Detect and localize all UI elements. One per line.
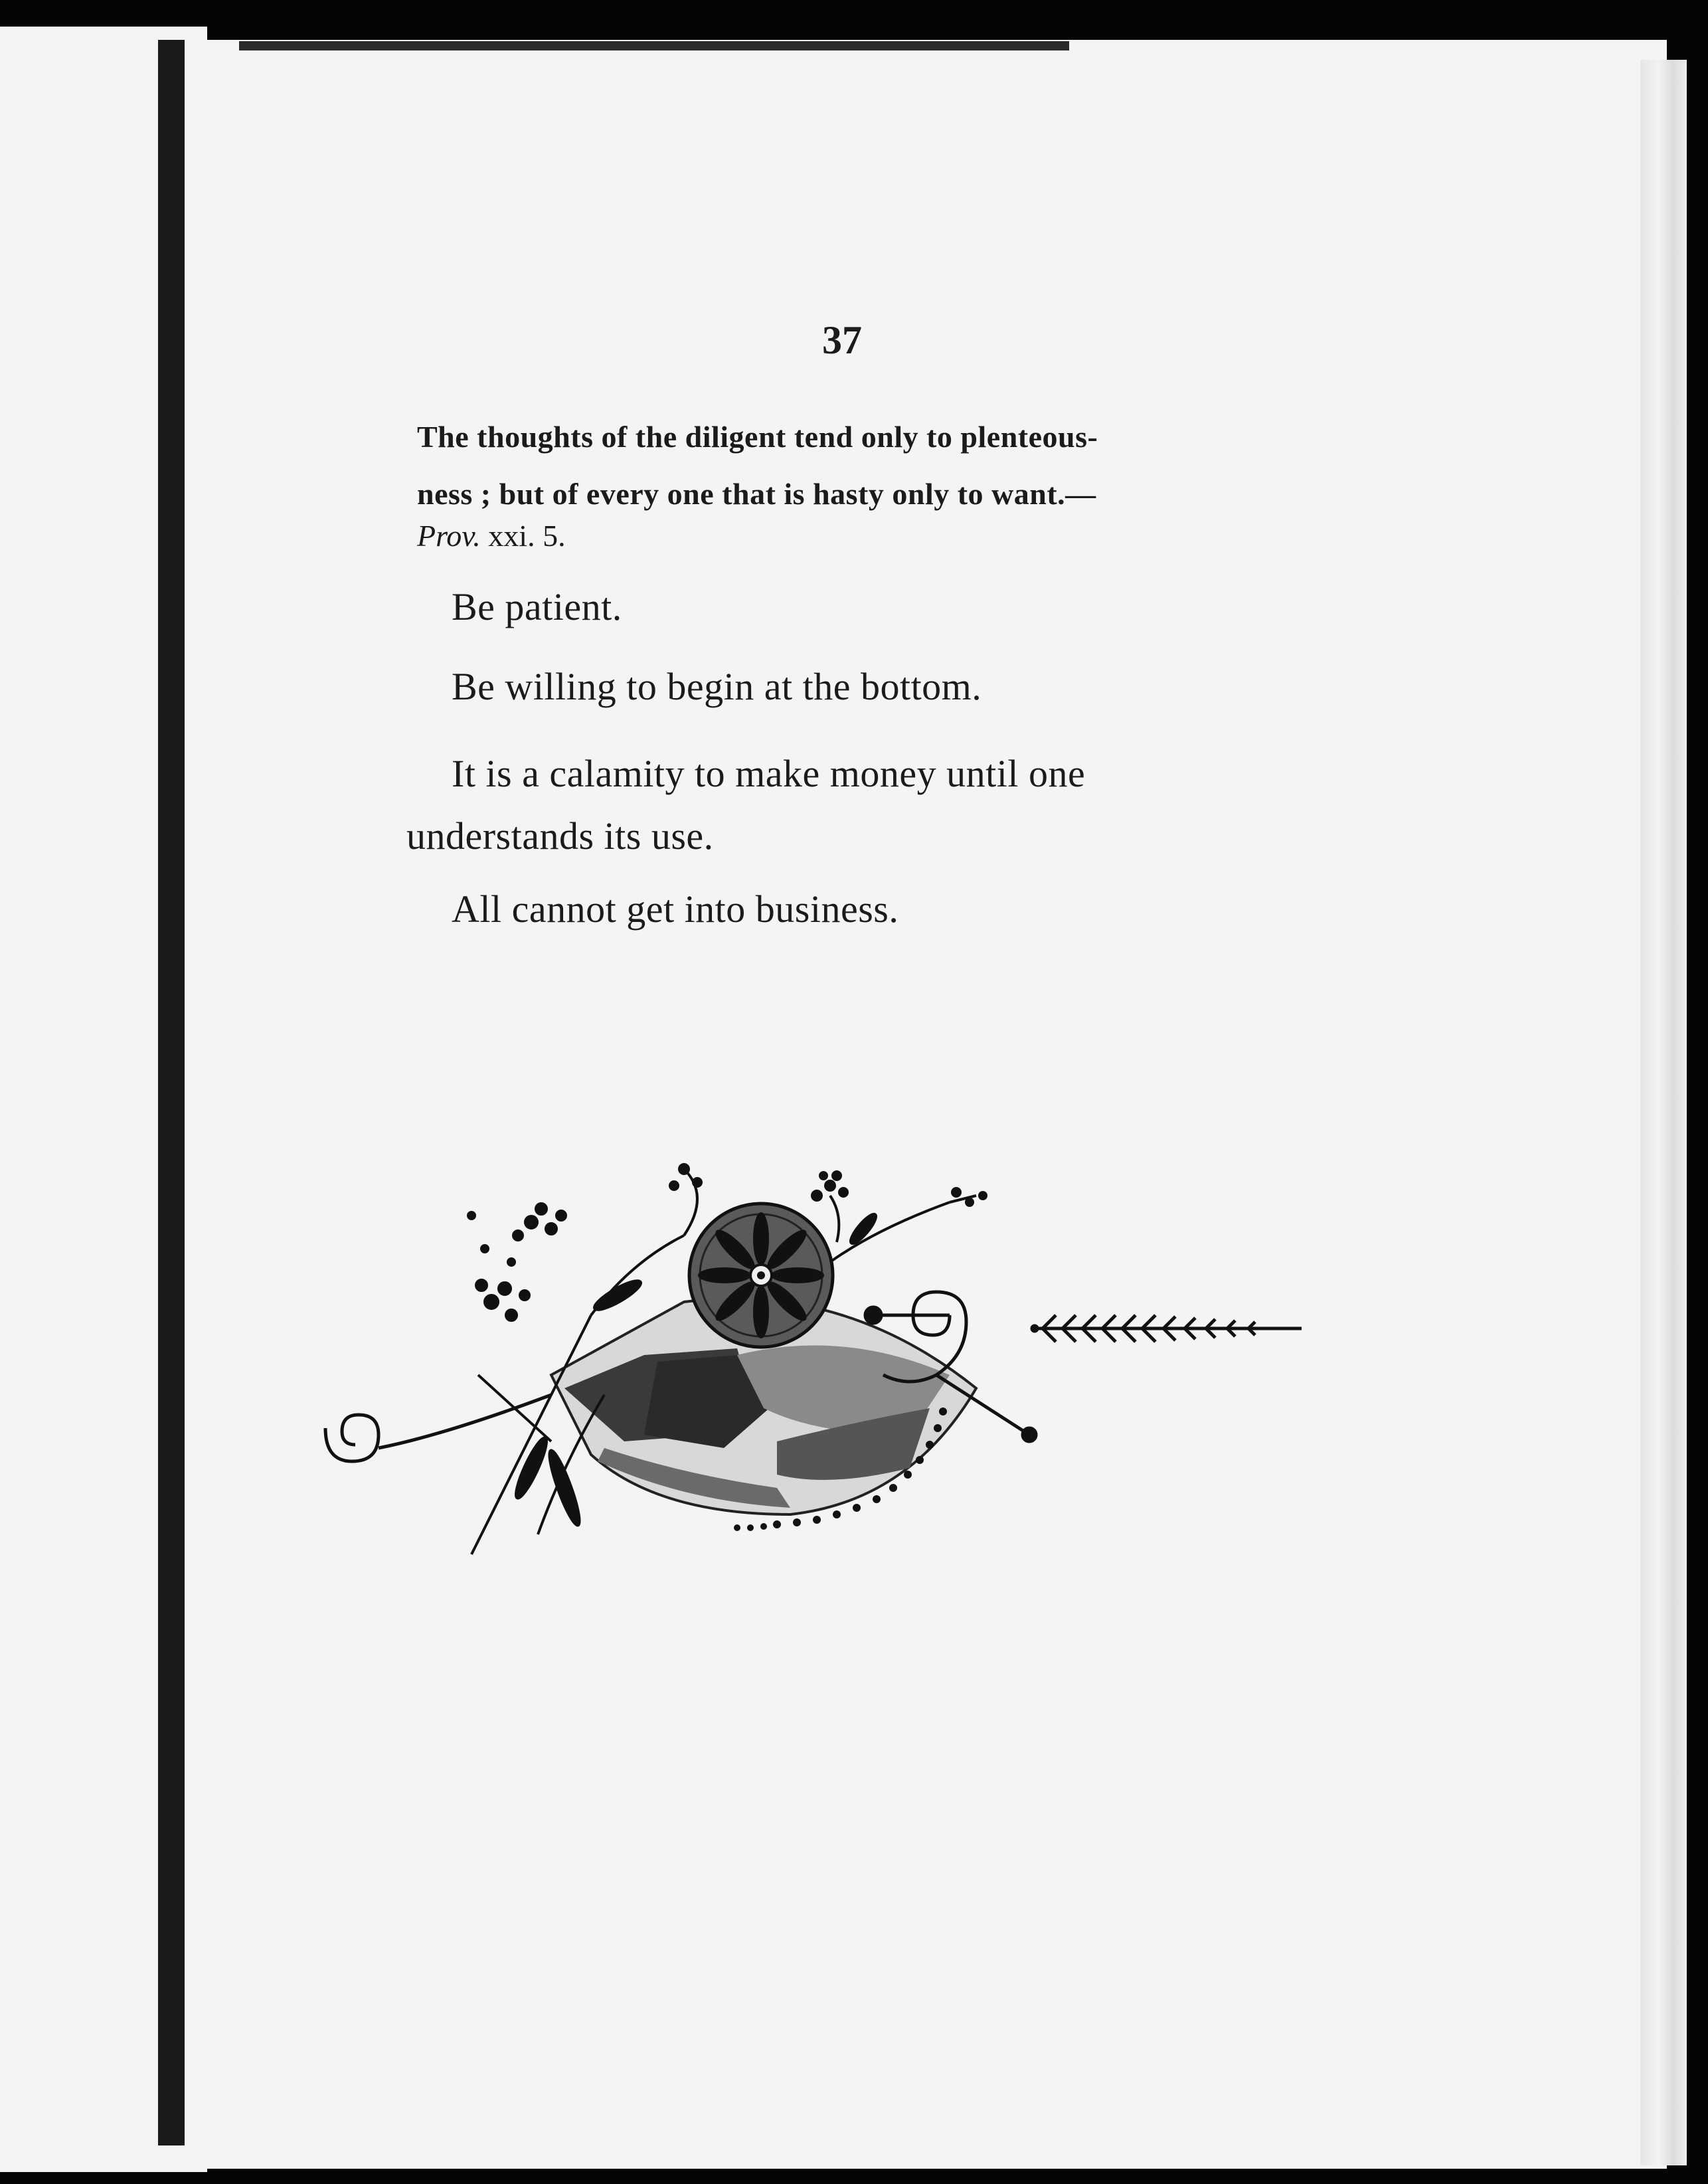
- citation-book: Prov.: [417, 519, 481, 553]
- left-scroll-flourish: [325, 1395, 551, 1461]
- maxim-be-patient: Be patient.: [452, 585, 622, 628]
- binding-gutter: [158, 40, 185, 2145]
- proverb-line-2: ness ; but of every one that is hasty only to want.—: [417, 477, 1096, 511]
- maxim-business: All cannot get into business.: [452, 887, 899, 931]
- maxim-begin-at-bottom: Be willing to begin at the bottom.: [452, 665, 982, 708]
- rosette-medallion: [689, 1204, 833, 1347]
- top-shadow: [239, 41, 1069, 50]
- decorative-vignette: [312, 1156, 1315, 1568]
- arrow-flourish: [1032, 1315, 1302, 1342]
- book-page: [181, 40, 1667, 2169]
- maxim-calamity: It is a calamity to make money until one understands its use.: [406, 752, 1086, 858]
- proverb-line-1: The thoughts of the diligent tend only to plenteous-: [417, 420, 1098, 454]
- page-edge: [1640, 60, 1687, 2165]
- floral-spray-right: [812, 1172, 986, 1262]
- proverb-citation: [417, 518, 566, 553]
- citation-reference: xxi. 5.: [488, 519, 566, 553]
- proverb-quote: [417, 409, 1280, 523]
- page-number: 37: [822, 318, 862, 362]
